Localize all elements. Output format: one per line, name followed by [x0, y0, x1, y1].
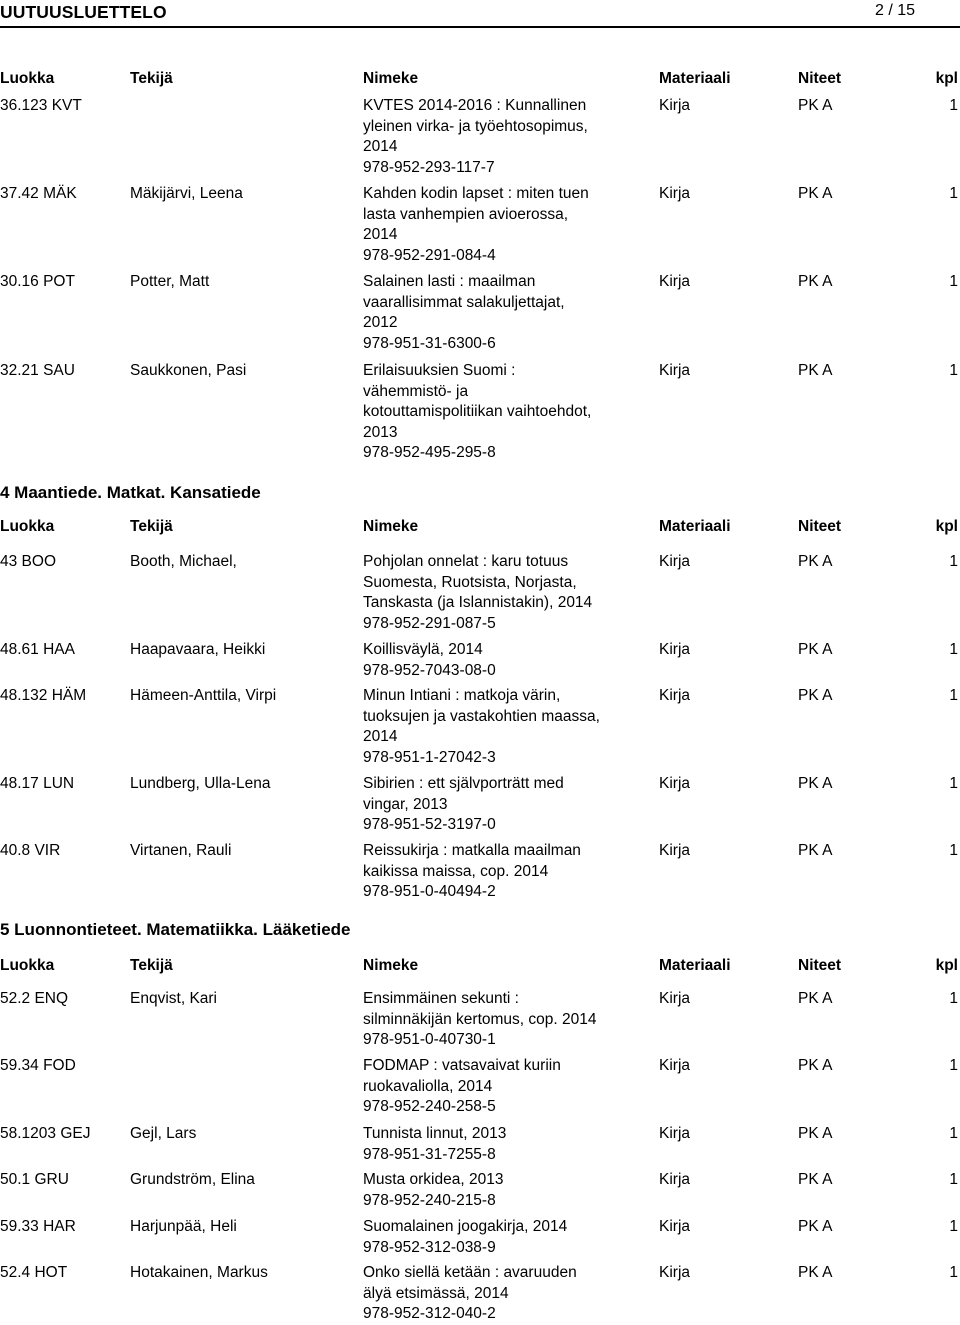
- cell-kpl: 1: [949, 362, 958, 379]
- column-header-luokka: Luokka: [0, 70, 55, 87]
- cell-nimeke: [363, 989, 596, 1051]
- cell-niteet: PK A: [798, 990, 833, 1007]
- nimeke-line: Tanskasta (ja Islannistakin), 2014: [363, 594, 593, 611]
- cell-niteet: PK A: [798, 1125, 833, 1142]
- cell-kpl: 1: [949, 1125, 958, 1142]
- cell-nimeke: [363, 1056, 561, 1118]
- header-divider: [0, 26, 960, 28]
- cell-luokka: 43 BOO: [0, 553, 56, 570]
- cell-kpl: 1: [949, 97, 958, 114]
- cell-kpl: 1: [949, 273, 958, 290]
- cell-tekija: Virtanen, Rauli: [130, 842, 232, 859]
- nimeke-line: 2014: [363, 728, 398, 745]
- nimeke-isbn: 978-951-0-40494-2: [363, 883, 496, 900]
- cell-kpl: 1: [949, 842, 958, 859]
- cell-tekija: Mäkijärvi, Leena: [130, 185, 243, 202]
- cell-kpl: 1: [949, 687, 958, 704]
- nimeke-line: kaikissa maissa, cop. 2014: [363, 862, 549, 880]
- cell-nimeke: [363, 774, 564, 836]
- cell-nimeke: [363, 272, 565, 354]
- column-header-luokka: Luokka: [0, 957, 55, 974]
- cell-luokka: 48.17 LUN: [0, 775, 75, 792]
- column-header-kpl: kpl: [935, 518, 958, 535]
- cell-niteet: PK A: [798, 273, 833, 290]
- column-header-kpl: kpl: [935, 70, 958, 87]
- cell-niteet: PK A: [798, 1057, 833, 1074]
- nimeke-line: vingar, 2013: [363, 795, 448, 813]
- nimeke-line: Erilaisuuksien Suomi :: [363, 362, 516, 379]
- nimeke-line: Suomesta, Ruotsista, Norjasta,: [363, 573, 577, 591]
- nimeke-isbn: 978-952-312-040-2: [363, 1305, 496, 1322]
- nimeke-isbn: 978-952-240-258-5: [363, 1098, 496, 1115]
- column-header-row: [0, 518, 960, 538]
- column-header-tekija: Tekijä: [130, 70, 173, 87]
- cell-luokka: 40.8 VIR: [0, 842, 61, 859]
- nimeke-line: 2013: [363, 423, 398, 441]
- nimeke-line: 2014: [363, 138, 398, 155]
- cell-luokka: 32.21 SAU: [0, 362, 75, 379]
- cell-luokka: 48.132 HÄM: [0, 687, 87, 704]
- nimeke-line: Sibirien : ett självporträtt med: [363, 775, 564, 792]
- cell-luokka: 50.1 GRU: [0, 1171, 69, 1188]
- cell-luokka: 52.4 HOT: [0, 1264, 68, 1281]
- cell-tekija: Harjunpää, Heli: [130, 1218, 237, 1235]
- page-header: [0, 0, 960, 26]
- nimeke-isbn: 978-952-7043-08-0: [363, 661, 496, 679]
- nimeke-line: 2014: [363, 226, 398, 243]
- nimeke-line: Onko siellä ketään : avaruuden: [363, 1264, 577, 1281]
- nimeke-line: KVTES 2014-2016 : Kunnallinen: [363, 97, 587, 114]
- cell-niteet: PK A: [798, 362, 833, 379]
- cell-tekija: Lundberg, Ulla-Lena: [130, 775, 271, 792]
- cell-kpl: 1: [949, 1057, 958, 1074]
- nimeke-isbn: 978-952-312-038-9: [363, 1238, 496, 1256]
- nimeke-line: Kahden kodin lapset : miten tuen: [363, 185, 589, 202]
- nimeke-line: 2012: [363, 314, 398, 331]
- nimeke-line: silminnäkijän kertomus, cop. 2014: [363, 1010, 597, 1028]
- section-title: 5 Luonnontieteet. Matematiikka. Lääketiede: [0, 920, 351, 939]
- cell-kpl: 1: [949, 185, 958, 202]
- column-header-luokka: Luokka: [0, 518, 55, 535]
- nimeke-line: Musta orkidea, 2013: [363, 1171, 504, 1188]
- cell-nimeke: [363, 1124, 506, 1165]
- nimeke-line: älyä etsimässä, 2014: [363, 1284, 509, 1302]
- cell-materiaali: Kirja: [659, 185, 691, 202]
- cell-luokka: 30.16 POT: [0, 273, 75, 290]
- page-number: 2 / 15: [874, 2, 915, 19]
- column-header-nimeke: Nimeke: [363, 70, 419, 87]
- cell-luokka: 36.123 KVT: [0, 97, 82, 114]
- cell-tekija: Enqvist, Kari: [130, 990, 218, 1007]
- cell-niteet: PK A: [798, 1264, 833, 1281]
- nimeke-line: FODMAP : vatsavaivat kuriin: [363, 1057, 561, 1074]
- cell-kpl: 1: [949, 641, 958, 658]
- nimeke-line: lasta vanhempien avioerossa,: [363, 205, 569, 223]
- cell-luokka: 37.42 MÄK: [0, 185, 77, 202]
- nimeke-isbn: 978-952-495-295-8: [363, 444, 496, 461]
- cell-kpl: 1: [949, 1264, 958, 1281]
- cell-niteet: PK A: [798, 553, 833, 570]
- cell-tekija: Gejl, Lars: [130, 1125, 197, 1142]
- cell-materiaali: Kirja: [659, 553, 691, 570]
- cell-tekija: Hotakainen, Markus: [130, 1264, 268, 1281]
- cell-nimeke: [363, 184, 589, 266]
- column-header-tekija: Tekijä: [130, 518, 173, 535]
- cell-materiaali: Kirja: [659, 97, 691, 114]
- nimeke-line: vaarallisimmat salakuljettajat,: [363, 293, 565, 311]
- cell-tekija: Potter, Matt: [130, 273, 210, 290]
- column-header-nimeke: Nimeke: [363, 957, 419, 974]
- cell-kpl: 1: [949, 990, 958, 1007]
- cell-materiaali: Kirja: [659, 842, 691, 859]
- nimeke-isbn: 978-951-0-40730-1: [363, 1031, 496, 1048]
- column-header-nimeke: Nimeke: [363, 518, 419, 535]
- cell-niteet: PK A: [798, 1218, 833, 1235]
- nimeke-line: vähemmistö- ja: [363, 382, 469, 400]
- nimeke-line: yleinen virka- ja työehtosopimus,: [363, 117, 588, 135]
- column-header-materiaali: Materiaali: [659, 957, 731, 974]
- cell-materiaali: Kirja: [659, 1171, 691, 1188]
- nimeke-line: Salainen lasti : maailman: [363, 273, 536, 290]
- cell-niteet: PK A: [798, 687, 833, 704]
- cell-tekija: Booth, Michael,: [130, 553, 237, 570]
- cell-materiaali: Kirja: [659, 1264, 691, 1281]
- nimeke-line: Suomalainen joogakirja, 2014: [363, 1218, 568, 1235]
- nimeke-isbn: 978-951-31-6300-6: [363, 334, 496, 352]
- nimeke-line: Ensimmäinen sekunti :: [363, 990, 519, 1007]
- cell-nimeke: [363, 1170, 503, 1211]
- cell-nimeke: [363, 361, 591, 464]
- cell-tekija: Hämeen-Anttila, Virpi: [130, 687, 277, 704]
- cell-luokka: 52.2 ENQ: [0, 990, 69, 1007]
- section-title: 4 Maantiede. Matkat. Kansatiede: [0, 483, 261, 502]
- nimeke-isbn: 978-951-1-27042-3: [363, 748, 496, 766]
- cell-kpl: 1: [949, 775, 958, 792]
- cell-materiaali: Kirja: [659, 362, 691, 379]
- cell-nimeke: [363, 552, 592, 634]
- cell-nimeke: [363, 1217, 567, 1258]
- cell-luokka: 59.33 HAR: [0, 1218, 76, 1235]
- cell-kpl: 1: [949, 1218, 958, 1235]
- cell-niteet: PK A: [798, 775, 833, 792]
- column-header-niteet: Niteet: [798, 957, 842, 974]
- cell-niteet: PK A: [798, 842, 833, 859]
- column-header-kpl: kpl: [935, 957, 958, 974]
- nimeke-isbn: 978-951-31-7255-8: [363, 1145, 496, 1163]
- nimeke-isbn: 978-952-291-084-4: [363, 246, 496, 264]
- cell-niteet: PK A: [798, 97, 833, 114]
- cell-materiaali: Kirja: [659, 990, 691, 1007]
- cell-materiaali: Kirja: [659, 775, 691, 792]
- nimeke-isbn: 978-952-293-117-7: [363, 158, 495, 176]
- cell-tekija: Grundström, Elina: [130, 1171, 255, 1188]
- column-header-row: [0, 957, 960, 977]
- cell-materiaali: Kirja: [659, 1218, 691, 1235]
- cell-materiaali: Kirja: [659, 1057, 691, 1074]
- column-header-niteet: Niteet: [798, 70, 842, 87]
- cell-materiaali: Kirja: [659, 641, 691, 658]
- cell-luokka: 58.1203 GEJ: [0, 1125, 91, 1142]
- cell-materiaali: Kirja: [659, 273, 691, 290]
- cell-niteet: PK A: [798, 1171, 833, 1188]
- nimeke-isbn: 978-952-240-215-8: [363, 1191, 496, 1209]
- column-header-materiaali: Materiaali: [659, 518, 731, 535]
- cell-kpl: 1: [949, 553, 958, 570]
- cell-nimeke: [363, 841, 581, 903]
- cell-niteet: PK A: [798, 641, 833, 658]
- nimeke-isbn: 978-952-291-087-5: [363, 614, 496, 632]
- column-header-niteet: Niteet: [798, 518, 842, 535]
- cell-niteet: PK A: [798, 185, 833, 202]
- nimeke-line: ruokavaliolla, 2014: [363, 1077, 493, 1095]
- cell-nimeke: [363, 686, 600, 768]
- cell-nimeke: [363, 96, 588, 178]
- nimeke-line: Reissukirja : matkalla maailman: [363, 842, 581, 859]
- nimeke-line: tuoksujen ja vastakohtien maassa,: [363, 707, 600, 725]
- nimeke-line: Koillisväylä, 2014: [363, 641, 483, 658]
- cell-luokka: 48.61 HAA: [0, 641, 75, 658]
- cell-luokka: 59.34 FOD: [0, 1057, 76, 1074]
- nimeke-line: kotouttamispolitiikan vaihtoehdot,: [363, 403, 592, 420]
- nimeke-line: Pohjolan onnelat : karu totuus: [363, 553, 569, 570]
- cell-nimeke: [363, 640, 496, 681]
- cell-kpl: 1: [949, 1171, 958, 1188]
- cell-tekija: Saukkonen, Pasi: [130, 362, 247, 379]
- column-header-row: [0, 70, 960, 90]
- document-title: UUTUUSLUETTELO: [0, 2, 167, 22]
- cell-materiaali: Kirja: [659, 687, 691, 704]
- nimeke-isbn: 978-951-52-3197-0: [363, 816, 496, 833]
- nimeke-line: Tunnista linnut, 2013: [363, 1125, 507, 1142]
- cell-tekija: Haapavaara, Heikki: [130, 641, 266, 658]
- cell-nimeke: [363, 1263, 577, 1325]
- cell-materiaali: Kirja: [659, 1125, 691, 1142]
- column-header-tekija: Tekijä: [130, 957, 173, 974]
- column-header-materiaali: Materiaali: [659, 70, 731, 87]
- nimeke-line: Minun Intiani : matkoja värin,: [363, 687, 561, 704]
